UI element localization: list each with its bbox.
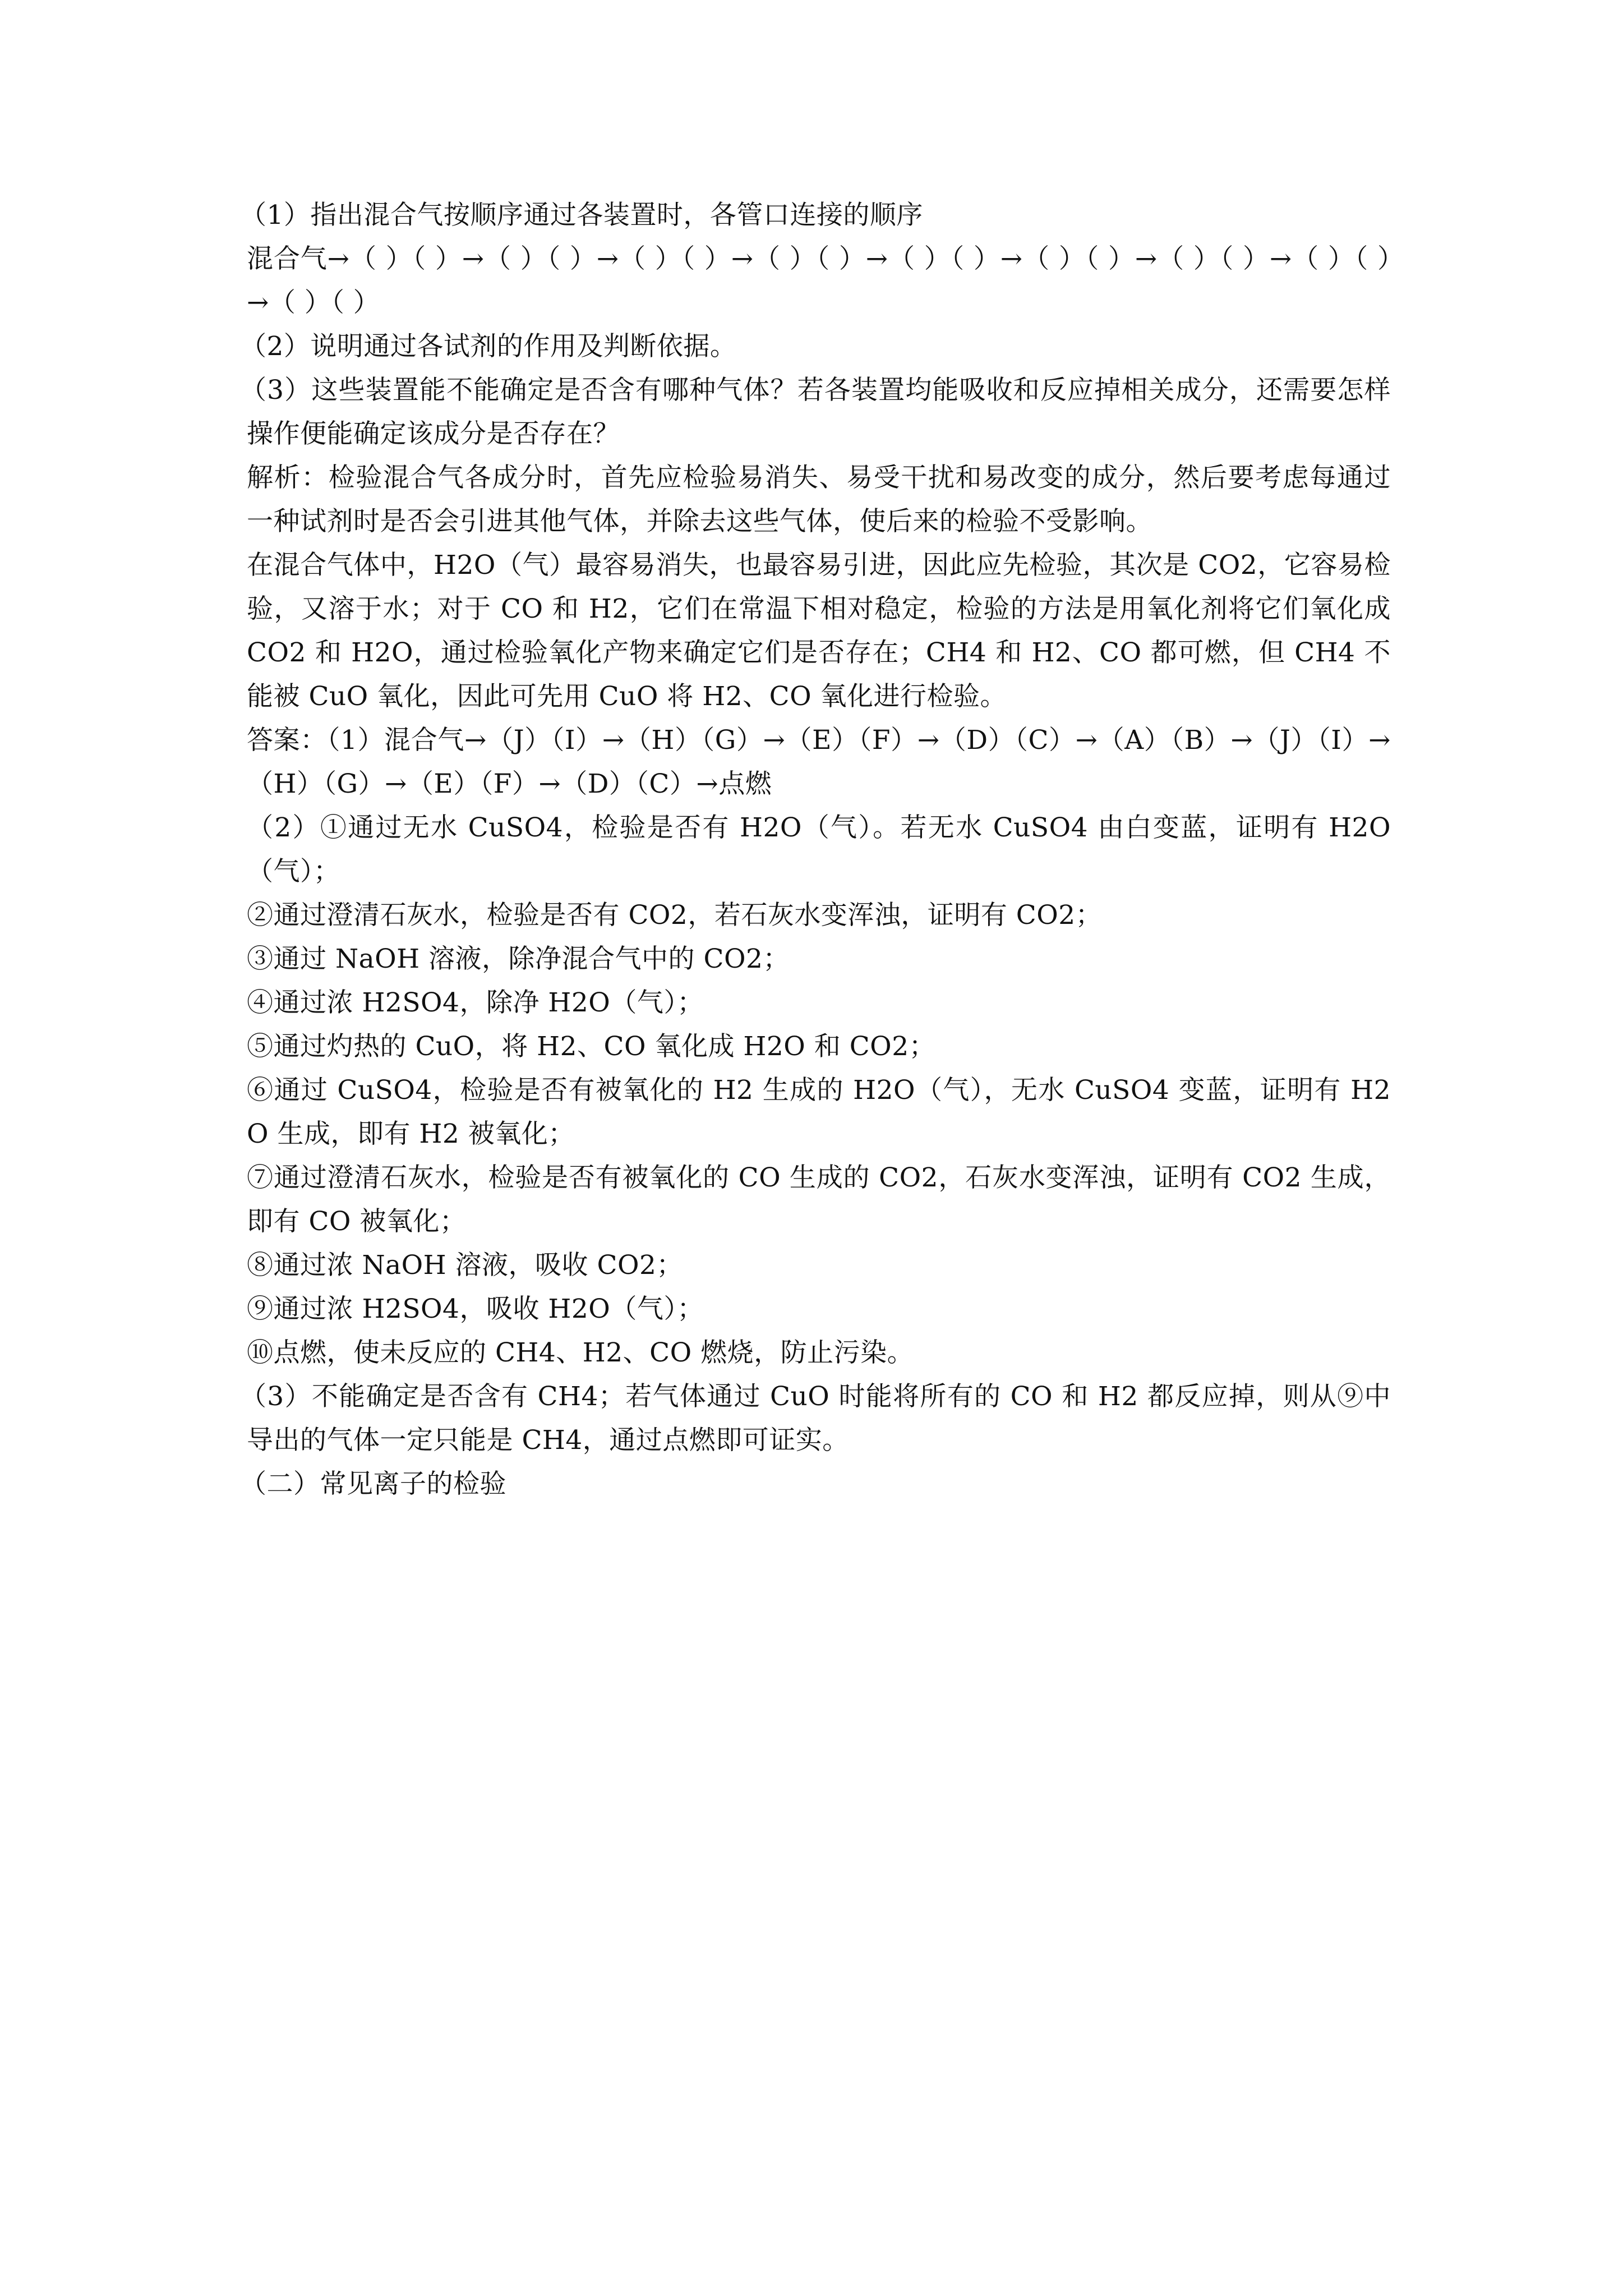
answer-2-step-4: ④通过浓 H2SO4，除净 H2O（气）； [247, 987, 704, 1018]
question-2: （2）说明通过各试剂的作用及判断依据。 [240, 331, 737, 362]
answer-2-step-2: ②通过澄清石灰水，检验是否有 CO2，若石灰水变浑浊，证明有 CO2； [247, 900, 1103, 931]
answer-2-step-9: ⑨通过浓 H2SO4，吸收 H2O（气）； [247, 1294, 704, 1324]
analysis-paragraph: 解析：检验混合气各成分时，首先应检验易消失、易受干扰和易改变的成分，然后要考虑每通过一种试剂时是否会引进其他气体，并除去这些气体，使后来的检验不受影响。 [247, 462, 1391, 537]
answer-2-step-5: ⑤通过灼热的 CuO，将 H2、CO 氧化成 H2O 和 CO2； [247, 1031, 936, 1062]
answer-2-step-6: ⑥通过 CuSO4，检验是否有被氧化的 H2 生成的 H2O（气），无水 CuSO4 变蓝，证明有 H2O 生成，即有 H2 被氧化； [247, 1075, 1391, 1149]
answer-2-step-7: ⑦通过澄清石灰水，检验是否有被氧化的 CO 生成的 CO2，石灰水变浑浊，证明有 CO2 生成，即有 CO 被氧化； [247, 1162, 1391, 1237]
document-body [240, 194, 1391, 1506]
connection-order-blanks: 混合气→（ ）（ ）→（ ）（ ）→（ ）（ ）→（ ）（ ）→（ ）（ ）→（ ）（ ）→（ ）（ ）→（ ）（ ）→（ ）（ ） [247, 243, 1391, 318]
question-1: （1）指出混合气按顺序通过各装置时，各管口连接的顺序 [240, 200, 923, 231]
answer-2-step-3: ③通过 NaOH 溶液，除净混合气中的 CO2； [247, 944, 790, 974]
answer-2-step-8: ⑧通过浓 NaOH 溶液，吸收 CO2； [247, 1250, 683, 1281]
section-heading: （二）常见离子的检验 [240, 1469, 506, 1499]
answer-3: （3）不能确定是否含有 CH4；若气体通过 CuO 时能将所有的 CO 和 H2 都反应掉，则从⑨中导出的气体一定只能是 CH4，通过点燃即可证实。 [240, 1381, 1391, 1456]
question-3: （3）这些装置能不能确定是否含有哪种气体？若各装置均能吸收和反应掉相关成分，还需要怎样操作便能确定该成分是否存在？ [240, 375, 1391, 449]
answer-1: 答案：（1）混合气→（J）（I）→（H）（G）→（E）（F）→（D）（C）→（A）（B）→（J）（I）→（H）（G）→（E）（F）→（D）（C）→点燃 [247, 725, 1391, 799]
analysis-detail-paragraph: 在混合气体中，H2O（气）最容易消失，也最容易引进，因此应先检验，其次是 CO2，它容易检验，又溶于水；对于 CO 和 H2，它们在常温下相对稳定，检验的方法是用氧化剂将它们氧化成 CO2 和 H2O，通过检验氧化产物来确定它们是否存在；CH4 和 H2、CO 都可燃，但 CH4 不能被 CuO 氧化，因此可先用 CuO 将 H2、CO 氧化进行检验。 [247, 550, 1391, 712]
answer-2-step-1: （2）①通过无水 CuSO4，检验是否有 H2O（气）。若无水 CuSO4 由白变蓝，证明有 H2O（气）； [247, 812, 1391, 887]
answer-2-step-10: ⑩点燃，使未反应的 CH4、H2、CO 燃烧，防止污染。 [247, 1337, 914, 1368]
